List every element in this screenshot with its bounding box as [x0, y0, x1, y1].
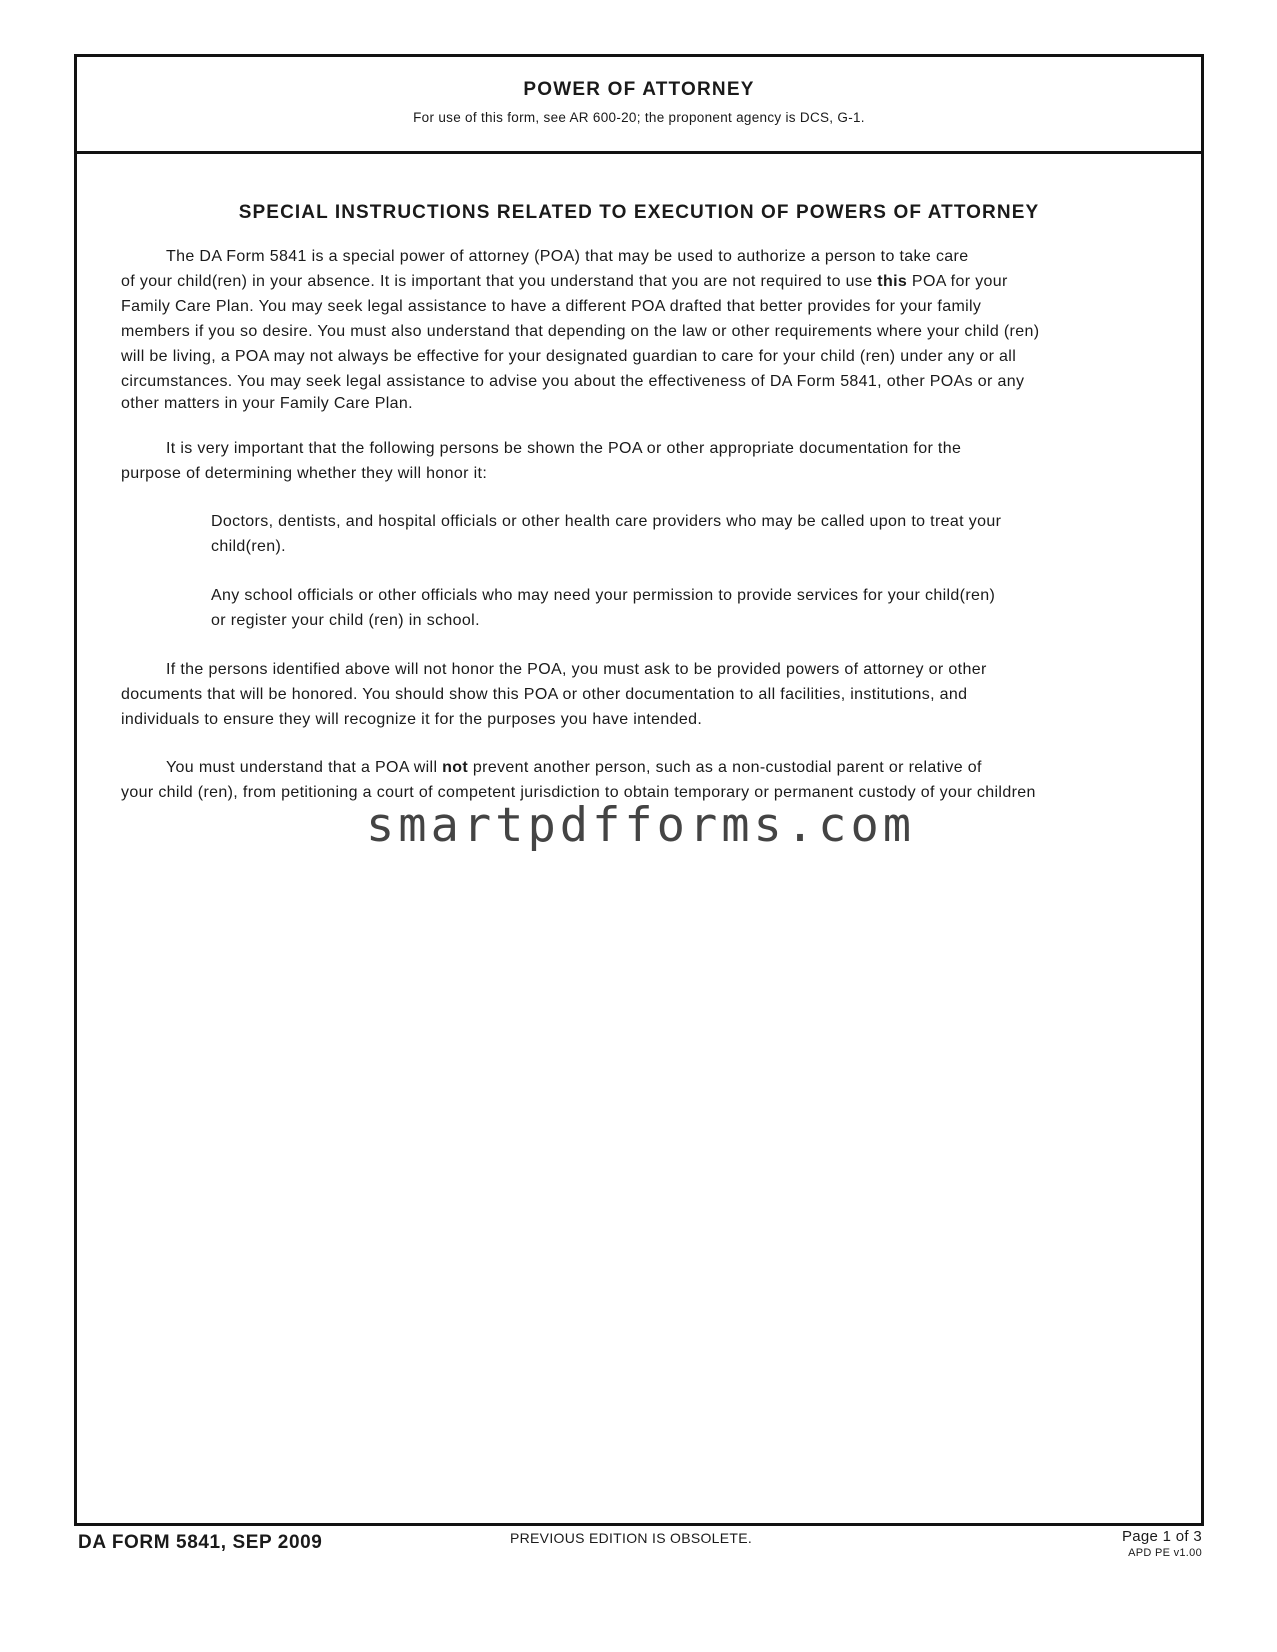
form-title: POWER OF ATTORNEY [523, 79, 755, 100]
page-number: Page 1 of 3 [1121, 1528, 1202, 1545]
paragraph-line: Family Care Plan. You may seek legal assistance to have a different POA drafted that better provides for your family [121, 298, 982, 315]
paragraph-line: other matters in your Family Care Plan. [121, 395, 413, 412]
paragraph-line: purpose of determining whether they will honor it: [121, 465, 488, 482]
paragraph-line [121, 269, 1171, 294]
edition-note: PREVIOUS EDITION IS OBSOLETE. [510, 1530, 753, 1546]
list-item-line: Any school officials or other officials who may need your permission to provide services for your child(ren) [211, 587, 996, 604]
form-identifier: DA FORM 5841, SEP 2009 [78, 1532, 323, 1553]
text-run: prevent another person, such as a non-custodial parent or relative of [468, 759, 982, 776]
list-item-line: or register your child (ren) in school. [211, 612, 480, 629]
text-run: of your child(ren) in your absence. It is important that you understand that you are not required to use [121, 273, 878, 290]
page-info [1122, 1528, 1202, 1559]
emphasis-this: this [877, 273, 908, 290]
paragraph-line: If the persons identified above will not honor the POA, you must ask to be provided powers of attorney or other [166, 661, 987, 678]
list-item-line: child(ren). [211, 538, 286, 555]
paragraph-1 [121, 244, 1171, 414]
paragraph-line: individuals to ensure they will recognize it for the purposes you have intended. [121, 711, 703, 728]
paragraph-2 [121, 436, 1171, 486]
list-item-line: Doctors, dentists, and hospital officials or other health care providers who may be called upon to treat your [211, 513, 1002, 530]
list-item-health-providers [211, 509, 1111, 559]
text-run: You must understand that a POA will [166, 759, 443, 776]
emphasis-not: not [442, 759, 469, 776]
list-item-school-officials [211, 583, 1111, 633]
watermark: smartpdfforms.com [366, 798, 916, 853]
paragraph-line: It is very important that the following persons be shown the POA or other appropriate documentation for the [166, 440, 962, 457]
form-header [77, 57, 1201, 154]
section-heading: SPECIAL INSTRUCTIONS RELATED TO EXECUTION OF POWERS OF ATTORNEY [238, 202, 1040, 223]
paragraph-line [121, 755, 1171, 780]
paragraph-line: The DA Form 5841 is a special power of attorney (POA) that may be used to authorize a person to take care [166, 248, 969, 265]
form-frame [74, 54, 1204, 1526]
paragraph-3 [121, 657, 1171, 732]
version-label: APD PE v1.00 [1128, 1547, 1202, 1559]
paragraph-line: documents that will be honored. You should show this POA or other documentation to all facilities, institutions, and [121, 686, 968, 703]
paragraph-line: members if you so desire. You must also understand that depending on the law or other requirements where your child (ren) [121, 323, 1040, 340]
text-run: POA for your [907, 273, 1008, 290]
form-subtitle: For use of this form, see AR 600-20; the proponent agency is DCS, G-1. [413, 110, 865, 125]
paragraph-line: circumstances. You may seek legal assistance to advise you about the effectiveness of DA Form 5841, other POAs or any [121, 373, 1025, 390]
paragraph-line: will be living, a POA may not always be effective for your designated guardian to care for your child (ren) under any or all [121, 348, 1017, 365]
paragraph-line: your child (ren), from petitioning a court of competent jurisdiction to obtain temporary or permanent custody of your children [121, 784, 1036, 801]
